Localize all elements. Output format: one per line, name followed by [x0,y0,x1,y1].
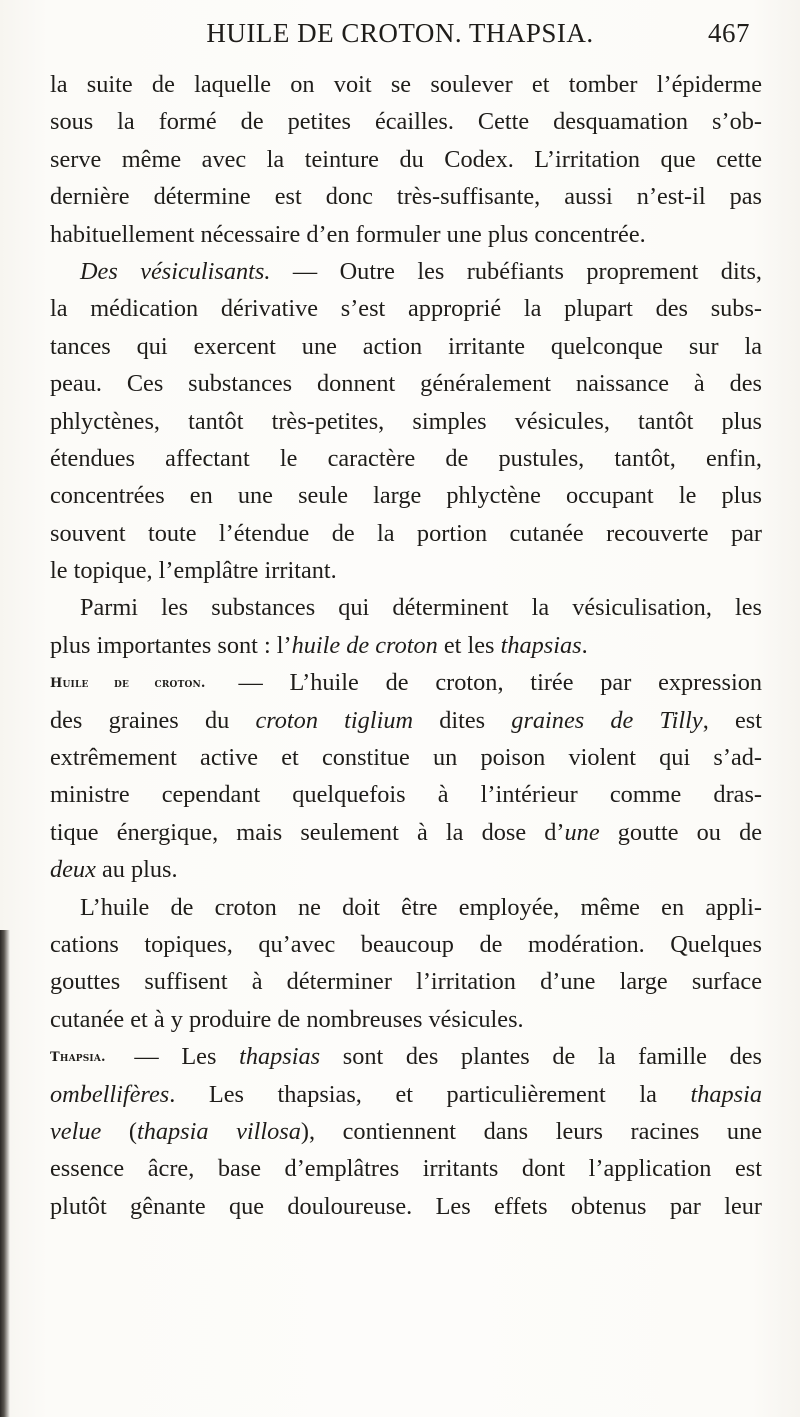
text-line: peau. Ces substances donnent généralement naissance à des [50,370,762,398]
text-line: la suite de laquelle on voit se soulever et tomber l’épiderme [50,71,762,98]
running-title: HUILE DE CROTON. THAPSIA. [206,18,594,48]
text-line: deux au plus. [50,856,178,884]
side-heading-thapsia: Thapsia. [50,1050,106,1066]
text-line: habituellement nécessaire d’en formuler une plus concentrée. [50,220,646,248]
text-line: L’huile de croton ne doit être employée, même en appli- [80,893,762,921]
text-line: plutôt gênante que douloureuse. Les effets obtenus par leur [50,1192,762,1220]
side-heading-huile-de-croton: Huile de croton. [50,676,206,692]
text-line: sous la formé de petites écailles. Cette desquamation s’ob- [50,108,762,136]
text-line: Huile de croton. — L’huile de croton, tirée par expression [50,669,763,697]
text-line: gouttes suffisent à déterminer l’irritation d’une large surface [50,968,762,996]
running-header [50,18,750,62]
page-number: 467 [708,18,750,48]
text-line: extrêmement active et constitue un poison violent qui s’ad- [50,744,762,772]
text-line: ombellifères. Les thapsias, et particulièrement la thapsia [50,1080,762,1108]
text-line: cations topiques, qu’avec beaucoup de modération. Quelques [50,930,762,958]
text-line: cutanée et à y produire de nombreuses vésicules. [50,1005,524,1033]
text-line: des graines du croton tiglium dites graines de Tilly, est [50,706,762,734]
body-text [50,66,762,1225]
text-line: la médication dérivative s’est approprié la plupart des subs- [50,295,762,323]
text-line: Thapsia. — Les thapsias sont des plantes de la famille des [50,1043,762,1071]
text-line: étendues affectant le caractère de pustules, tantôt, enfin, [50,444,762,472]
text-line: essence âcre, base d’emplâtres irritants dont l’application est [50,1155,762,1183]
text-line: velue (thapsia villosa), contiennent dans leurs racines une [50,1117,762,1145]
section-heading-vesiculisants: Des vésiculisants. [80,257,271,285]
text-line: serve même avec la teinture du Codex. L’irritation que cette [50,145,762,173]
text-line: ministre cependant quelquefois à l’intérieur comme dras- [50,781,762,809]
text-line: Des vésiculisants. — Outre les rubéfiants proprement dits, [80,257,762,285]
text-line: dernière détermine est donc très-suffisante, aussi n’est-il pas [50,183,762,211]
text-line: tique énergique, mais seulement à la dose d’une goutte ou de [50,818,763,846]
text-line: concentrées en une seule large phlyctène occupant le plus [50,482,762,510]
page-binding-edge [0,930,10,1417]
text-line: phlyctènes, tantôt très-petites, simples vésicules, tantôt plus [50,407,762,435]
text-line: Parmi les substances qui déterminent la vésiculisation, les [80,594,762,622]
text-line: tances qui exercent une action irritante quelconque sur la [50,332,762,360]
text-line: souvent toute l’étendue de la portion cutanée recouverte par [50,519,762,547]
text-line: le topique, l’emplâtre irritant. [50,557,337,585]
text-line: plus importantes sont : l’huile de croton et les thapsias. [50,631,588,659]
